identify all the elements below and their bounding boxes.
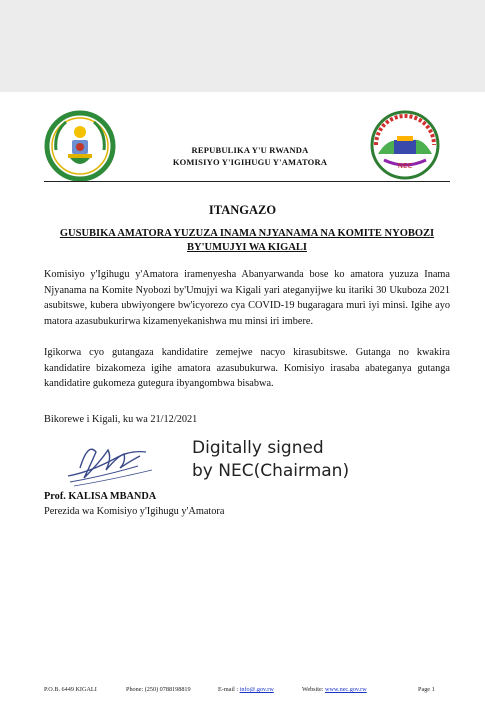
place-date: Bikorewe i Kigali, ku wa 21/12/2021 <box>44 414 198 425</box>
header-republic: REPUBULIKA Y'U RWANDA <box>191 145 309 155</box>
footer-website <box>302 686 367 693</box>
footer-pob: P.O.B. 6449 KIGALI <box>44 686 97 693</box>
paragraph-1: Komisiyo y'Igihugu y'Amatora iramenyesha Abanyarwanda bose ko amatora yuzuza Inama Njyanama na Komite Nyobozi by'Umujyi wa Kigali yari ateganyijwe ku itariki 30 Ukuboza 2021 asubitswe, kubera ubwiyongere bw'icyorezo cya COVID-19 bugaragara muri iyi minsi. Igihe ayo matora azasubukurirwa kizamenyekanishwa mu minsi iri imbere. <box>44 269 450 327</box>
signer-role: Perezida wa Komisiyo y'Igihugu y'Amatora <box>44 506 225 517</box>
header-divider <box>44 181 450 182</box>
nec-logo-icon <box>370 110 440 180</box>
paragraph-2: Igikorwa cyo gutangaza kandidatire zemejwe nacyo kirasubitswe. Gutanga no kwakira kandidatire bizakomeza igihe amatora azasubukurwa. Komisiyo irasaba abateganya gutanga kandidatire gukomeza gutegura ibyangombwa bisabwa. <box>44 347 450 389</box>
footer-email <box>218 686 274 693</box>
signer-name: Prof. KALISA MBANDA <box>44 491 157 502</box>
rwanda-coat-of-arms-icon <box>44 110 116 182</box>
footer-phone: Phone: (250) 0788198819 <box>126 686 191 693</box>
footer-website-label: Website: <box>302 686 326 693</box>
document-page <box>0 92 485 714</box>
digital-signature-line2: by NEC(Chairman) <box>192 461 350 481</box>
top-gray-band <box>0 0 485 92</box>
footer-page-number: Page 1 <box>418 686 435 693</box>
digital-signature <box>192 437 349 483</box>
digital-signature-line1: Digitally signed <box>192 438 324 458</box>
footer-website-link[interactable]: www.nec.gov.rw <box>325 686 367 693</box>
header-commission: KOMISIYO Y'IGIHUGU Y'AMATORA <box>172 157 328 167</box>
handwritten-signature-icon <box>60 432 160 490</box>
footer-email-link[interactable]: info@.gov.rw <box>239 686 274 693</box>
nec-logo-text: NEC <box>397 162 413 170</box>
document-title: ITANGAZO <box>208 203 277 217</box>
footer-email-label: E-mail : <box>218 686 240 693</box>
document-subtitle: GUSUBIKA AMATORA YUZUZA INAMA NJYANAMA NA KOMITE NYOBOZI BY'UMUJYI WA KIGALI <box>59 228 435 253</box>
